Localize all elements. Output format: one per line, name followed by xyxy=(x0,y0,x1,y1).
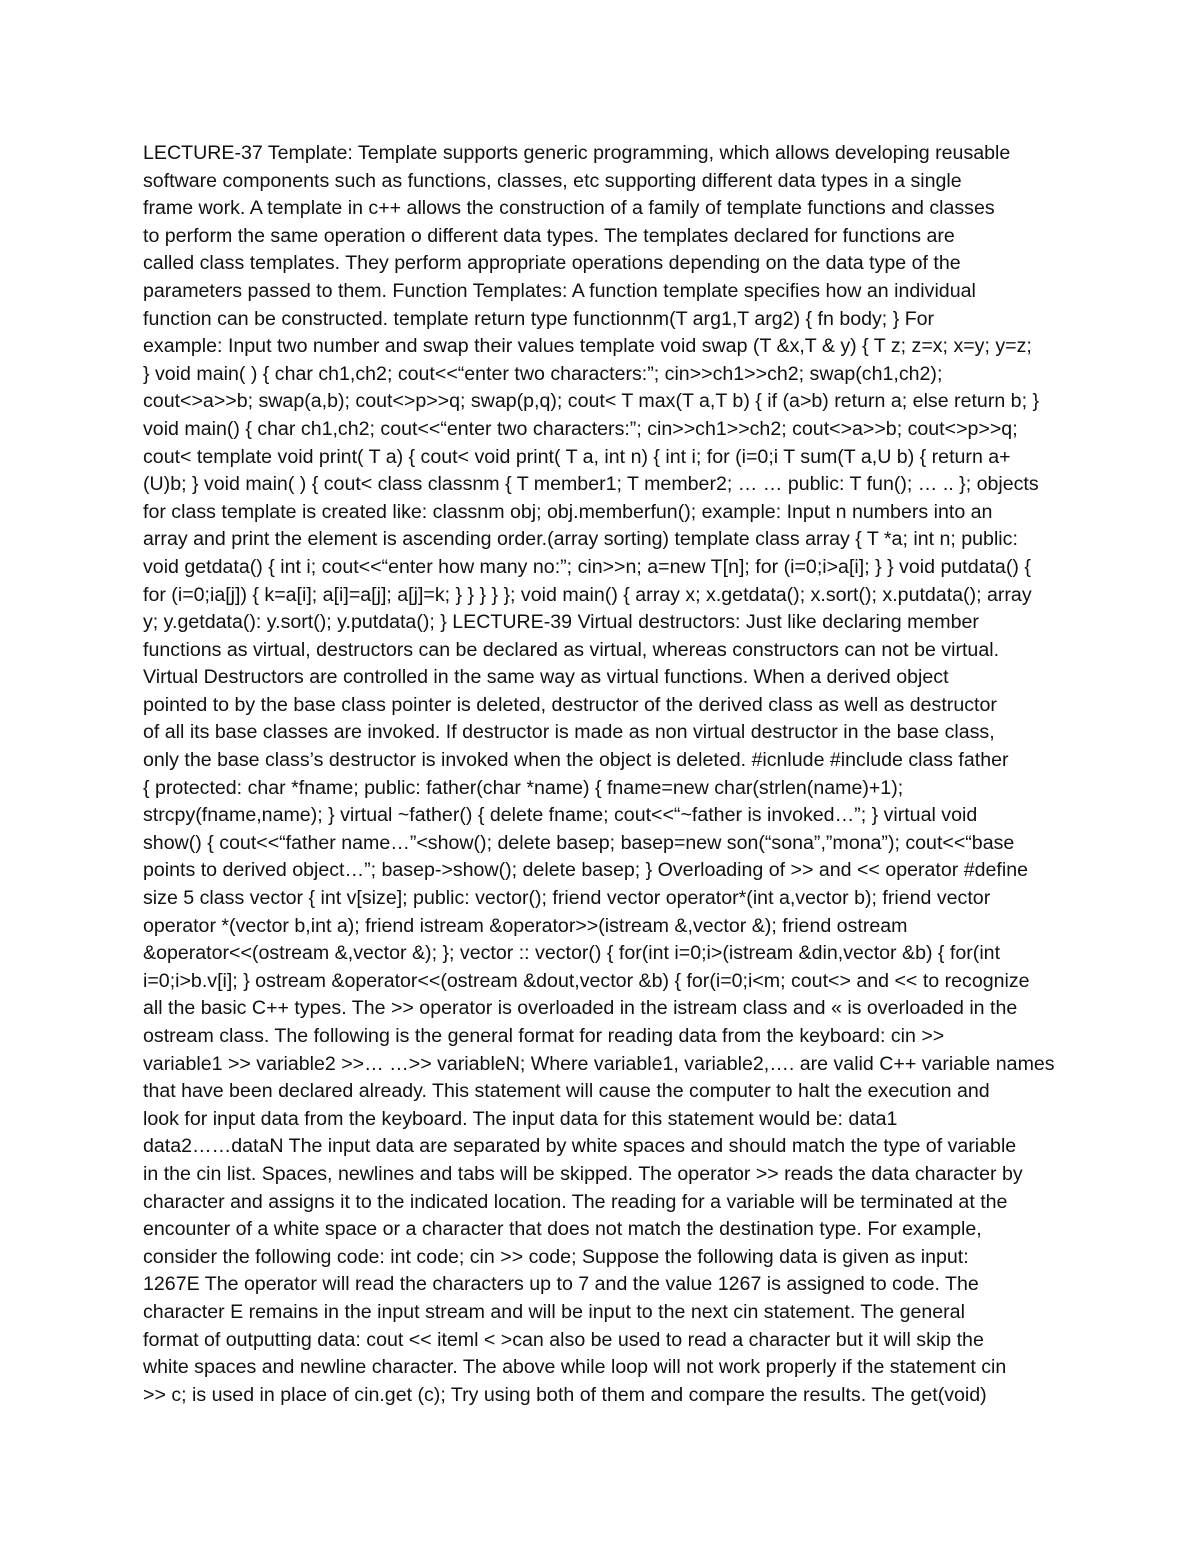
text-line: void getdata() { int i; cout<<“enter how many no:”; cin>>n; a=new T[n]; for (i=0;i>a[i]; } } void putdata() { xyxy=(143,555,1031,578)
text-line: LECTURE-37 Template: Template supports generic programming, which allows developing reusable xyxy=(143,142,1011,164)
text-line: cout< template void print( T a) { cout< void print( T a, int n) { int i; for (i=0;i T sum(T a,U b) { return a+ xyxy=(143,445,1011,468)
text-line: size 5 class vector { int v[size]; public: vector(); friend vector operator*(int a,vector b); friend vector xyxy=(143,887,991,910)
text-line: functions as virtual, destructors can be declared as virtual, whereas constructors can not be virtual. xyxy=(143,638,1000,661)
text-line: that have been declared already. This statement will cause the computer to halt the execution and xyxy=(143,1080,990,1103)
text-line: example: Input two number and swap their values template void swap (T &x,T & y) { T z; z=x; x=y; y=z; xyxy=(143,335,1032,358)
text-line: { protected: char *fname; public: father(char *name) { fname=new char(strlen(name)+1); xyxy=(143,776,904,799)
text-line: cout<>a>>b; swap(a,b); cout<>p>>q; swap(p,q); cout< T max(T a,T b) { if (a>b) return a; else return b; } xyxy=(143,390,1040,413)
text-line: variable1 >> variable2 >>… …>> variableN; Where variable1, variable2,…. are valid C++ variable names xyxy=(143,1052,1055,1075)
text-line: only the base class’s destructor is invoked when the object is deleted. #icnlude #include class father xyxy=(143,749,1009,772)
text-line: consider the following code: int code; cin >> code; Suppose the following data is given as input: xyxy=(143,1245,969,1268)
text-line: called class templates. They perform appropriate operations depending on the data type of the xyxy=(143,252,961,275)
text-line: pointed to by the base class pointer is deleted, destructor of the derived class as well as destructor xyxy=(143,693,997,716)
text-line: show() { cout<<“father name…”<show(); delete basep; basep=new son(“sona”,”mona”); cout<<“base xyxy=(143,831,1015,854)
text-line: strcpy(fname,name); } virtual ~father() { delete fname; cout<<“~father is invoked…”; } virtual void xyxy=(143,804,978,827)
text-line: } void main( ) { char ch1,ch2; cout<<“enter two characters:”; cin>>ch1>>ch2; swap(ch1,ch2); xyxy=(143,362,943,385)
text-line: look for input data from the keyboard. The input data for this statement would be: data1 xyxy=(143,1107,898,1130)
text-line: operator *(vector b,int a); friend istream &operator>>(istream &,vector &); friend ostream xyxy=(143,914,908,937)
text-line: 1267E The operator will read the characters up to 7 and the value 1267 is assigned to code. The xyxy=(143,1273,979,1296)
text-line: data2……dataN The input data are separated by white spaces and should match the type of variable xyxy=(143,1135,1017,1158)
text-line: in the cin list. Spaces, newlines and tabs will be skipped. The operator >> reads the data character by xyxy=(143,1162,1023,1185)
text-line: all the basic C++ types. The >> operator is overloaded in the istream class and « is overloaded in the xyxy=(143,997,1018,1020)
text-line: i=0;i>b.v[i]; } ostream &operator<<(ostream &dout,vector &b) { for(i=0;i<m; cout<> and << to recognize xyxy=(143,969,1030,992)
text-line: to perform the same operation o different data types. The templates declared for functions are xyxy=(143,224,955,247)
text-line: points to derived object…”; basep->show(); delete basep; } Overloading of >> and << operator #define xyxy=(143,859,1029,882)
text-line: ostream class. The following is the general format for reading data from the keyboard: cin >> xyxy=(143,1025,945,1047)
text-line: for (i=0;ia[j]) { k=a[i]; a[i]=a[j]; a[j]=k; } } } } }; void main() { array x; x.getdata(); x.sort(); x.putdata(); array xyxy=(143,583,1032,606)
text-line: of all its base classes are invoked. If destructor is made as non virtual destructor in the base class, xyxy=(143,721,995,744)
text-line: encounter of a white space or a character that does not match the destination type. For example, xyxy=(143,1218,982,1241)
text-line: frame work. A template in c++ allows the construction of a family of template functions and classes xyxy=(143,197,995,220)
text-line: array and print the element is ascending order.(array sorting) template class array { T *a; int n; public: xyxy=(143,528,1018,551)
text-line: >> c; is used in place of cin.get (c); Try using both of them and compare the results. The get(void) xyxy=(143,1383,987,1406)
text-line: function can be constructed. template return type functionnm(T arg1,T arg2) { fn body; } For xyxy=(143,307,935,330)
text-line: for class template is created like: classnm obj; obj.memberfun(); example: Input n numbers into an xyxy=(143,500,993,523)
text-line: void main() { char ch1,ch2; cout<<“enter two characters:”; cin>>ch1>>ch2; cout<>a>>b; cout<>p>>q; xyxy=(143,417,1018,440)
text-line: white spaces and newline character. The above while loop will not work properly if the statement cin xyxy=(143,1356,1007,1379)
text-line: Virtual Destructors are controlled in the same way as virtual functions. When a derived object xyxy=(143,666,949,689)
text-line: software components such as functions, classes, etc supporting different data types in a single xyxy=(143,169,962,192)
text-line: &operator<<(ostream &,vector &); }; vector :: vector() { for(int i=0;i>(istream &din,vector &b) { for(int xyxy=(143,942,1001,965)
text-line: format of outputting data: cout << iteml < >can also be used to read a character but it will skip the xyxy=(143,1328,984,1351)
text-line: character and assigns it to the indicated location. The reading for a variable will be terminated at the xyxy=(143,1190,1008,1213)
lecture-text-block xyxy=(143,140,1063,1409)
text-line: character E remains in the input stream and will be input to the next cin statement. The general xyxy=(143,1300,965,1323)
text-line: (U)b; } void main( ) { cout< class classnm { T member1; T member2; … … public: T fun(); … .. }; objects xyxy=(143,473,1039,496)
text-line: parameters passed to them. Function Templates: A function template specifies how an individual xyxy=(143,279,976,302)
text-line: y; y.getdata(): y.sort(); y.putdata(); } LECTURE-39 Virtual destructors: Just like declaring member xyxy=(143,611,979,634)
